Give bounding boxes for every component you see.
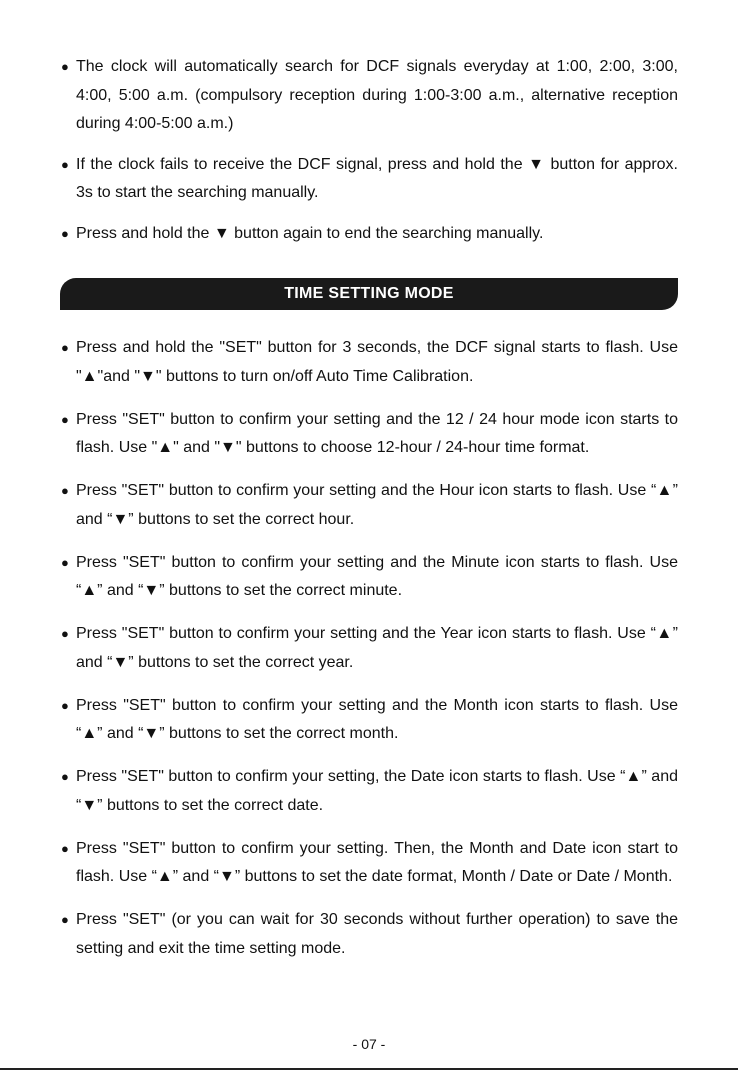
list-item [61,334,678,391]
list-item [61,477,678,534]
step-text: Press "SET" (or you can wait for 30 seconds without further operation) to save the setting and exit the time setting mode. [76,911,678,957]
bullet-text: Press and hold the ▼ button again to end the searching manually. [76,224,544,242]
section-heading: TIME SETTING MODE [284,285,454,302]
list-item [61,406,678,463]
bullet-icon: ● [61,59,69,74]
list-item [61,620,678,677]
bullet-icon: ● [61,626,69,641]
list-item [61,692,678,749]
section-heading-banner [60,278,678,310]
step-text: Press "SET" button to confirm your setting and the Year icon starts to flash. Use “▲” and “▼” buttons to set the correct year. [76,625,678,671]
bullet-text: The clock will automatically search for DCF signals everyday at 1:00, 2:00, 3:00, 4:00, 5:00 a.m. (compulsory reception during 1:00-3:00 a.m., alternative reception during 4:00-5:00 a.m.) [76,58,678,132]
list-item [61,763,678,820]
step-text: Press "SET" button to confirm your setting and the 12 / 24 hour mode icon starts to flash. Use "▲" and "▼" buttons to choose 12-hour / 24-hour time format. [76,410,678,456]
step-text: Press "SET" button to confirm your setting and the Month icon starts to flash. Use “▲” and “▼” buttons to set the correct month. [76,696,678,742]
step-text: Press "SET" button to confirm your setting and the Hour icon starts to flash. Use “▲” and “▼” buttons to set the correct hour. [76,482,678,528]
page-number: - 07 - [352,1036,386,1052]
bullet-icon: ● [61,697,69,713]
bullet-icon: ● [61,769,69,784]
step-text: Press and hold the "SET" button for 3 seconds, the DCF signal starts to flash. Use "▲"and "▼" buttons to turn on/off Auto Time Calibration. [76,339,678,385]
bullet-icon: ● [61,340,69,355]
bullet-icon: ● [61,156,69,172]
step-text: Press "SET" button to confirm your setting. Then, the Month and Date icon start to flash. Use “▲” and “▼” buttons to set the date format, Month / Date or Date / Month. [76,839,678,885]
list-item [61,53,678,139]
bullet-icon: ● [61,483,69,498]
bullet-text: If the clock fails to receive the DCF signal, press and hold the ▼ button for approx. 3s to start the searching manually. [76,155,678,201]
bullet-icon: ● [61,225,69,241]
list-item [61,835,678,892]
step-text: Press "SET" button to confirm your setting and the Minute icon starts to flash. Use “▲” and “▼” buttons to set the correct minute. [76,553,678,599]
list-item [61,906,678,963]
bullet-icon: ● [61,912,69,927]
bottom-divider [0,1068,738,1070]
list-item [61,549,678,606]
bullet-icon: ● [61,840,69,856]
list-item [61,220,678,249]
step-text: Press "SET" button to confirm your setting, the Date icon starts to flash. Use “▲” and “▼” buttons to set the correct date. [76,768,678,814]
list-item [61,151,678,208]
bullet-icon: ● [61,411,69,427]
dcf-reception-notes [61,53,678,260]
bullet-icon: ● [61,554,69,570]
time-setting-steps [61,334,678,978]
